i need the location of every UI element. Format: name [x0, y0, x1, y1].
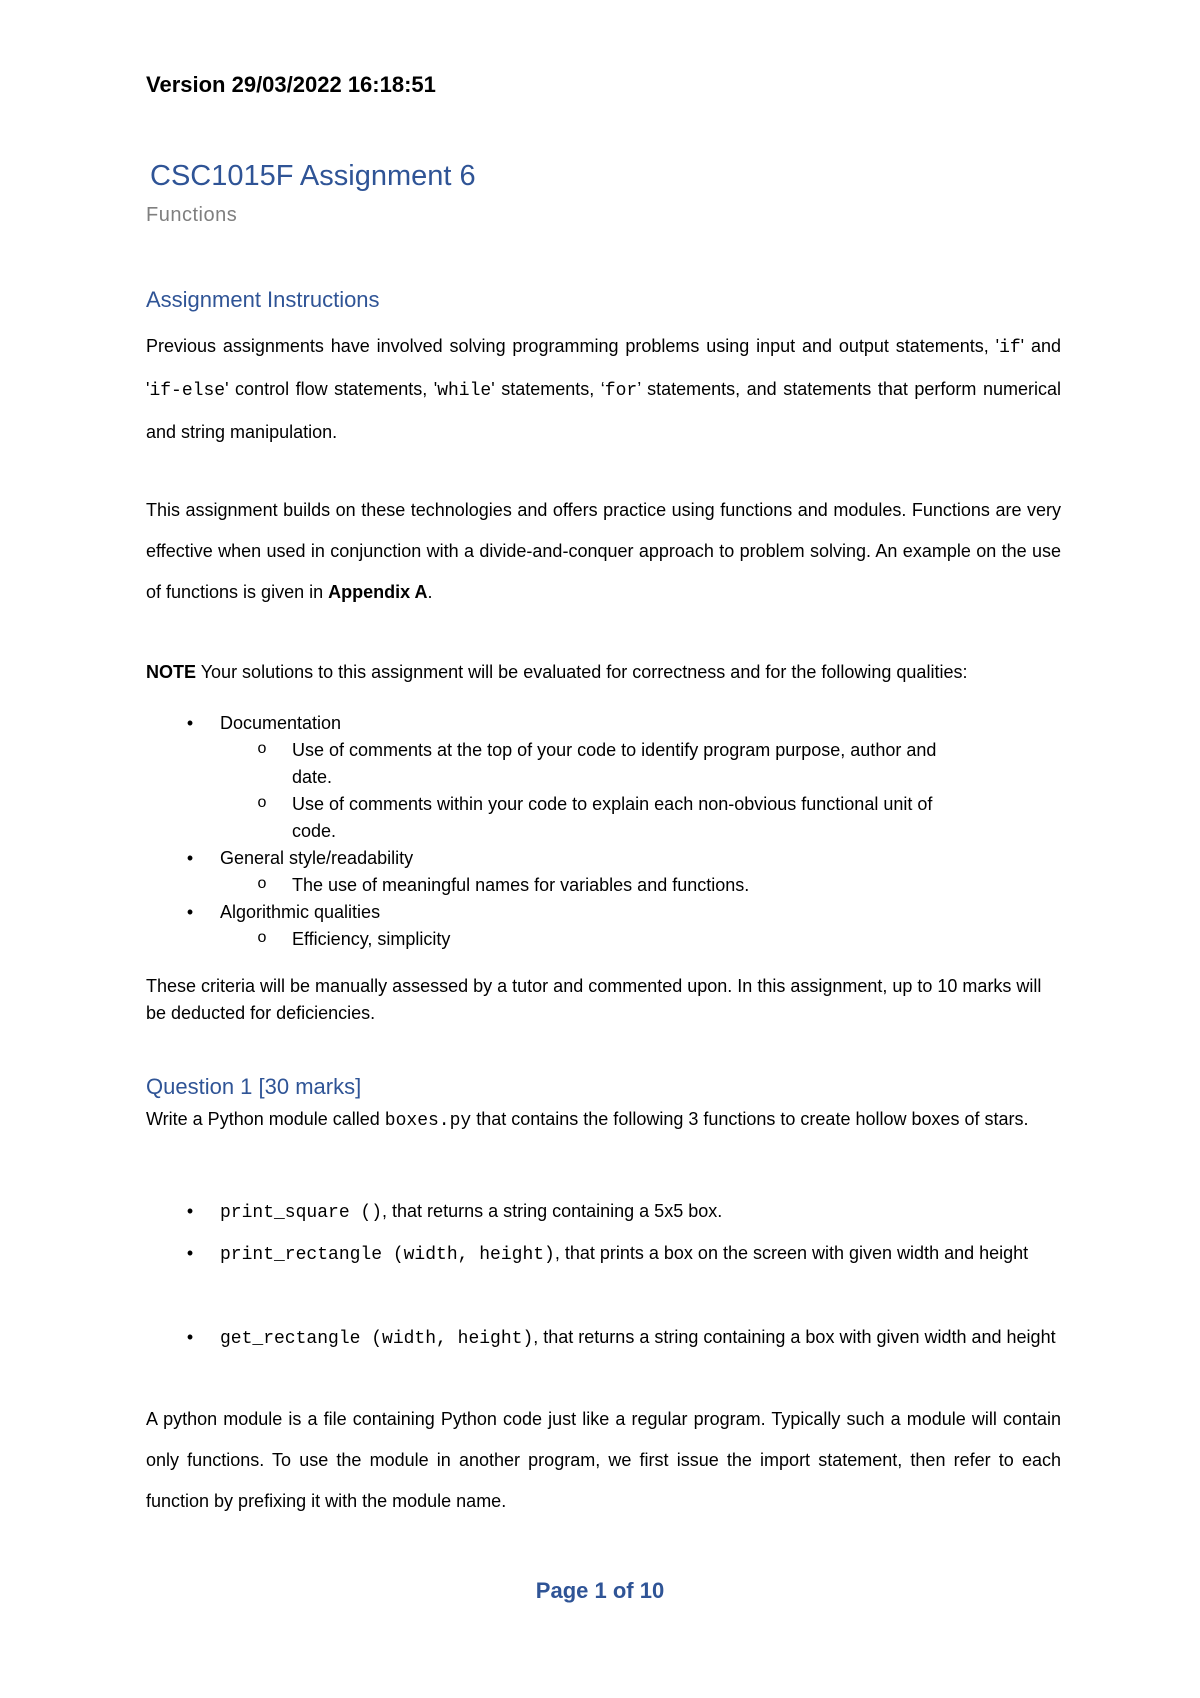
- page-number: Page 1 of 10: [535, 1578, 665, 1603]
- instructions-paragraph-1: Previous assignments have involved solving programming problems using input and output statements, 'if' and 'if-else' control flow statements, 'while' statements, ‘for’ statements, and statements that perform numerical and string manipulation.: [146, 336, 1061, 442]
- list-item: • get_rectangle (width, height), that returns a string containing a box with given width and height: [186, 1327, 1056, 1349]
- criteria-paragraph: These criteria will be manually assessed by a tutor and commented upon. In this assignment, up to 10 marks will be deducted for deficiencies.: [146, 976, 1042, 1023]
- document-subtitle: Functions: [146, 204, 238, 226]
- instructions-paragraph-2: This assignment builds on these technologies and offers practice using functions and modules. Functions are very effective when used in conjunction with a divide-and-conquer approach to problem solving. An example on the use of functions is given in Appendix A.: [146, 500, 1061, 602]
- module-explanation-paragraph: A python module is a file containing Python code just like a regular program. Typically such a module will contain only functions. To use the module in another program, we first issue the import statement, then refer to each function by prefixing it with the module name.: [146, 1409, 1061, 1511]
- list-item: • print_rectangle (width, height), that prints a box on the screen with given width and height: [186, 1243, 1029, 1265]
- document-title: CSC1015F Assignment 6: [150, 160, 476, 192]
- document-page: Version 29/03/2022 16:18:51 CSC1015F Assignment 6 Functions Assignment Instructions Previous assignments have involved solving programming problems using input and output statements, 'if' and 'if-else' control flow statements, 'while' statements, ‘for’ statements, and statements that perform numerical and string manipulation. This assignment builds on these technologies and offers practice using functions and modules. Functions are very effective when used in conjunction with a divide-and-conquer approach to problem solving. An example on the use of functions is given in Appendix A. NOTE Your solutions to this assignment will be evaluated for correctness and for the following qualities: • Documentation o Use of comments at the top of your code to identify program purpose, author and date. o Use of comments within your code to explain each non-obvious functional unit of code. • General style/readability o The use of meaningful names for variables and functions. • Algorithmic qualities o Efficiency, simplicity These criteria will be manually assessed by a tutor and commented upon. In this assignment, up to 10 marks will be deducted for deficiencies. Question 1 [30 marks] Write a Python module called boxes.py that contains the following 3 functions to create hollow boxes of stars. • print_square (), that returns a string containing a 5x5 box. • print_rectangle (width, height), that prints a box on the screen with given width and height • get_rectangle (width, height), that returns a string containing a box with given width and height A python module is a file containing Python code just like a regular program. Typically such a module will contain only functions. To use the module in another program, we first issue the import statement, then refer to each function by prefixing it with the module name. Page 1 of 10: [0, 0, 1200, 1698]
- question-1-intro: Write a Python module called boxes.py that contains the following 3 functions to create hollow boxes of stars.: [146, 1109, 1029, 1131]
- list-item: • print_square (), that returns a string containing a 5x5 box.: [186, 1201, 723, 1223]
- instructions-heading: Assignment Instructions: [146, 287, 380, 312]
- note-paragraph: NOTE Your solutions to this assignment will be evaluated for correctness and for the following qualities:: [146, 662, 968, 682]
- question-1-heading: Question 1 [30 marks]: [146, 1074, 362, 1099]
- version-header: Version 29/03/2022 16:18:51: [146, 72, 436, 97]
